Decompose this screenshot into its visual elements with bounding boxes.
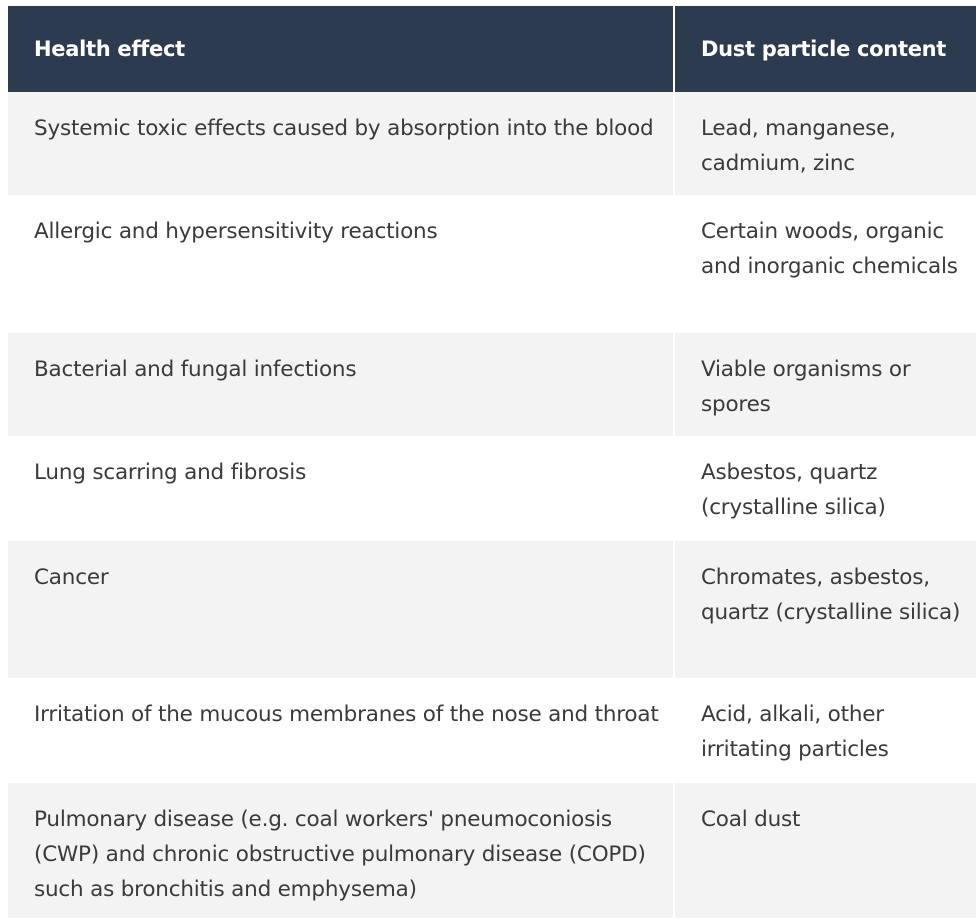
header-dust-particle-content: Dust particle content	[674, 6, 976, 92]
dust-content-cell: Chromates, asbestos, quartz (crystalline silica)	[674, 541, 976, 678]
table-row	[8, 195, 976, 333]
header-health-effect: Health effect	[8, 6, 674, 92]
health-effects-table-container	[8, 6, 976, 918]
dust-content-cell: Asbestos, quartz (crystalline silica)	[674, 436, 976, 541]
table-row	[8, 436, 976, 541]
health-effect-cell: Bacterial and fungal infections	[8, 333, 674, 436]
table-row	[8, 783, 976, 918]
health-effect-cell: Cancer	[8, 541, 674, 678]
table-row	[8, 92, 976, 195]
table-row	[8, 541, 976, 678]
table-header	[8, 6, 976, 92]
health-effect-cell: Irritation of the mucous membranes of the nose and throat	[8, 678, 674, 783]
dust-content-cell: Certain woods, organic and inorganic chemicals	[674, 195, 976, 333]
dust-content-cell: Acid, alkali, other irritating particles	[674, 678, 976, 783]
health-effect-cell: Systemic toxic effects caused by absorption into the blood	[8, 92, 674, 195]
health-effects-table	[8, 6, 976, 918]
dust-content-cell: Coal dust	[674, 783, 976, 918]
dust-content-cell: Lead, manganese, cadmium, zinc	[674, 92, 976, 195]
dust-content-cell: Viable organisms or spores	[674, 333, 976, 436]
health-effect-cell: Lung scarring and fibrosis	[8, 436, 674, 541]
health-effect-cell: Pulmonary disease (e.g. coal workers' pneumoconiosis (CWP) and chronic obstructive pulmonary disease (COPD) such as bronchitis and emphysema)	[8, 783, 674, 918]
table-row	[8, 333, 976, 436]
health-effect-cell: Allergic and hypersensitivity reactions	[8, 195, 674, 333]
table-header-row	[8, 6, 976, 92]
table-row	[8, 678, 976, 783]
table-body	[8, 92, 976, 918]
